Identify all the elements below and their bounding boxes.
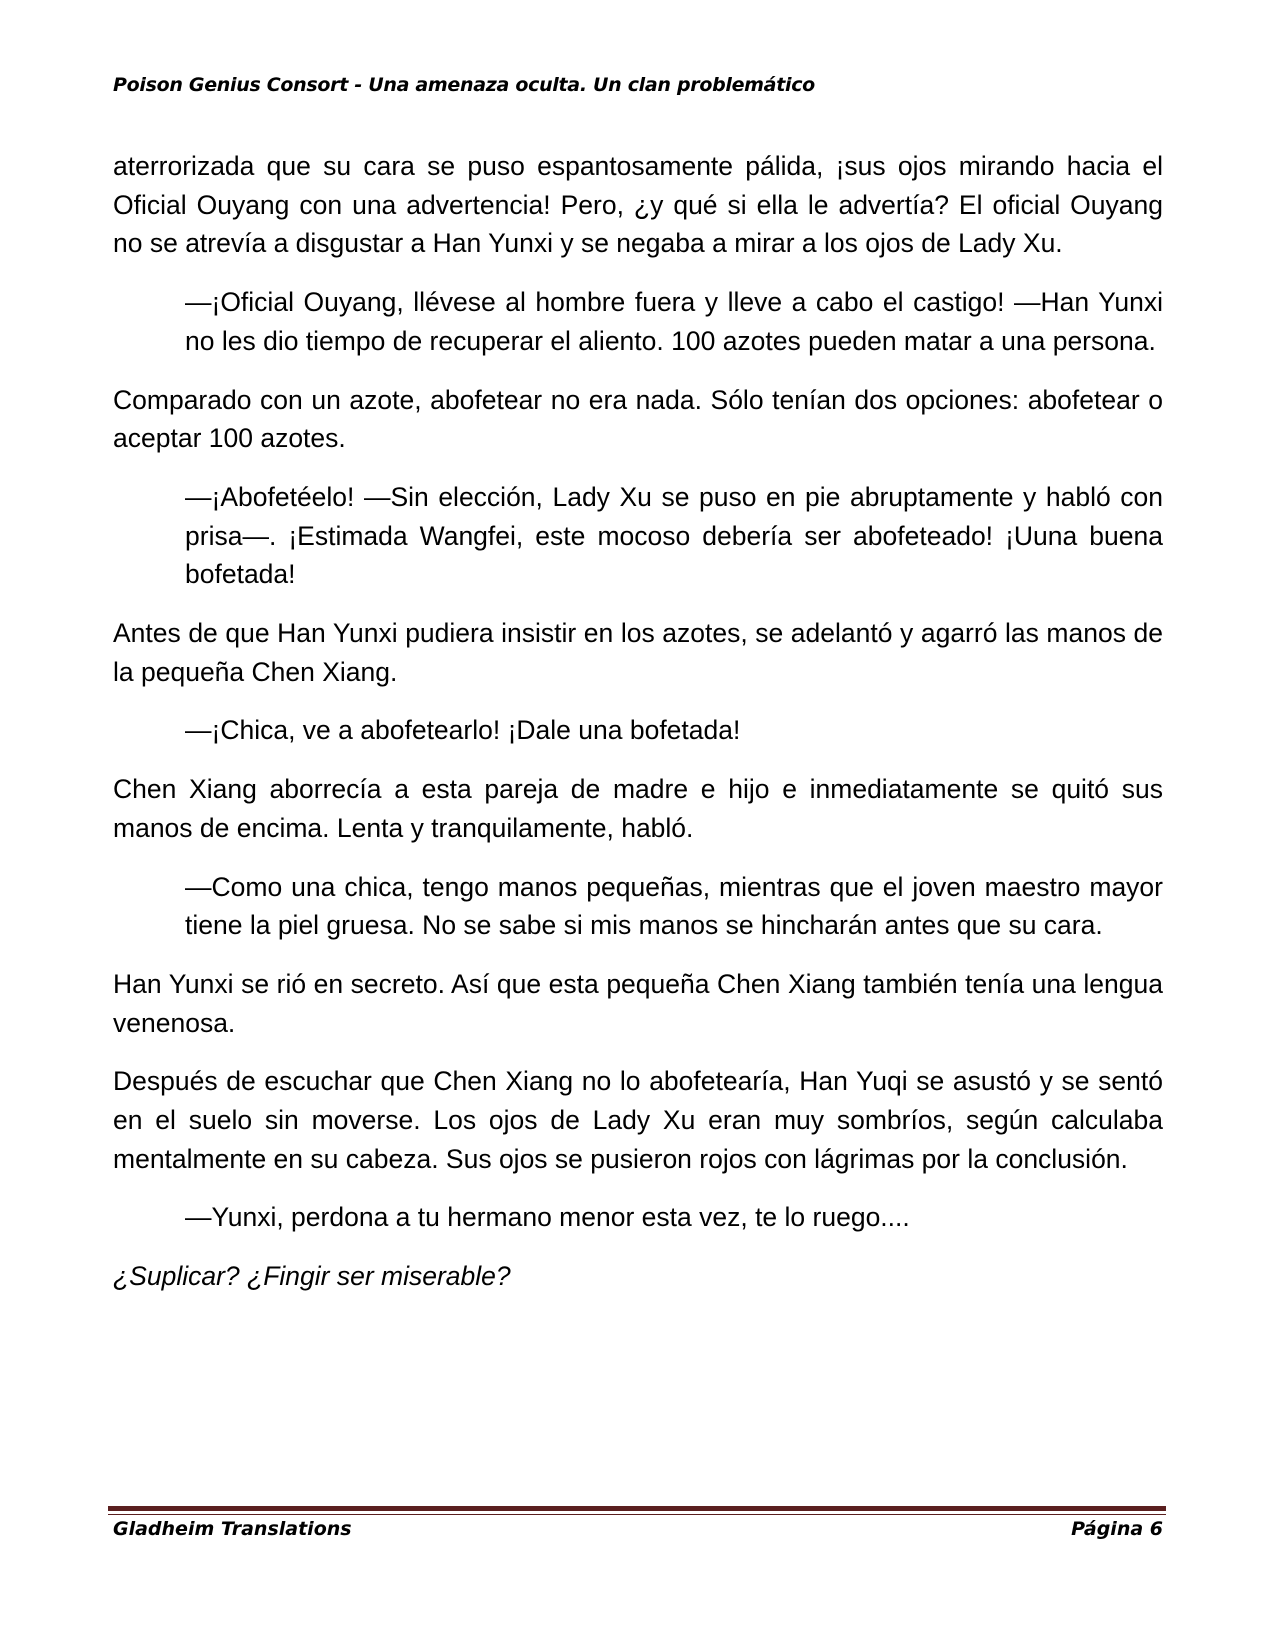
footer-rule-thin bbox=[108, 1514, 1166, 1515]
narrative-paragraph: aterrorizada que su cara se puso espantosamente pálida, ¡sus ojos mirando hacia el Oficial Ouyang con una advertencia! Pero, ¿y qué si ella le advertía? El oficial Ouyang no se atrevía a disgustar a Han Yunxi y se negaba a mirar a los ojos de Lady Xu. bbox=[113, 151, 1163, 259]
dialogue-paragraph: —¡Oficial Ouyang, llévese al hombre fuera y lleve a cabo el castigo! —Han Yunxi no les dio tiempo de recuperar el aliento. 100 azotes pueden matar a una persona. bbox=[185, 287, 1163, 356]
dialogue-paragraph: —Como una chica, tengo manos pequeñas, mientras que el joven maestro mayor tiene la piel gruesa. No se sabe si mis manos se hincharán antes que su cara. bbox=[185, 871, 1163, 941]
footer-rule bbox=[108, 1506, 1166, 1511]
dialogue-paragraph: —Yunxi, perdona a tu hermano menor esta vez, te lo ruego.... bbox=[185, 1202, 910, 1233]
narrative-paragraph: Han Yunxi se rió en secreto. Así que esta pequeña Chen Xiang también tenía una lengua venenosa. bbox=[113, 968, 1163, 1038]
dialogue-paragraph: —¡Abofetéelo! —Sin elección, Lady Xu se puso en pie abruptamente y habló con prisa—. ¡Estimada Wangfei, este mocoso debería ser abofeteado! ¡Uuna buena bofetada! bbox=[185, 481, 1163, 590]
narrative-paragraph: Después de escuchar que Chen Xiang no lo abofetearía, Han Yuqi se asustó y se sentó en el suelo sin moverse. Los ojos de Lady Xu eran muy sombríos, según calculaba mentalmente en su cabeza. Sus ojos se pusieron rojos con lágrimas por la conclusión. bbox=[113, 1066, 1163, 1174]
page-body bbox=[113, 147, 1163, 1316]
narrative-paragraph: Comparado con un azote, abofetear no era nada. Sólo tenían dos opciones: abofetear o aceptar 100 azotes. bbox=[113, 384, 1163, 454]
running-header: Poison Genius Consort - Una amenaza oculta. Un clan problemático bbox=[113, 74, 815, 96]
italic-thought-paragraph: ¿Suplicar? ¿Fingir ser miserable? bbox=[113, 1261, 511, 1292]
page-number: Página 6 bbox=[1071, 1518, 1163, 1540]
narrative-paragraph: Antes de que Han Yunxi pudiera insistir en los azotes, se adelantó y agarró las manos de la pequeña Chen Xiang. bbox=[113, 618, 1163, 687]
narrative-paragraph: Chen Xiang aborrecía a esta pareja de madre e hijo e inmediatamente se quitó sus manos de encima. Lenta y tranquilamente, habló. bbox=[113, 774, 1163, 843]
footer-publisher: Gladheim Translations bbox=[113, 1518, 352, 1540]
dialogue-paragraph: —¡Chica, ve a abofetearlo! ¡Dale una bofetada! bbox=[185, 715, 741, 746]
